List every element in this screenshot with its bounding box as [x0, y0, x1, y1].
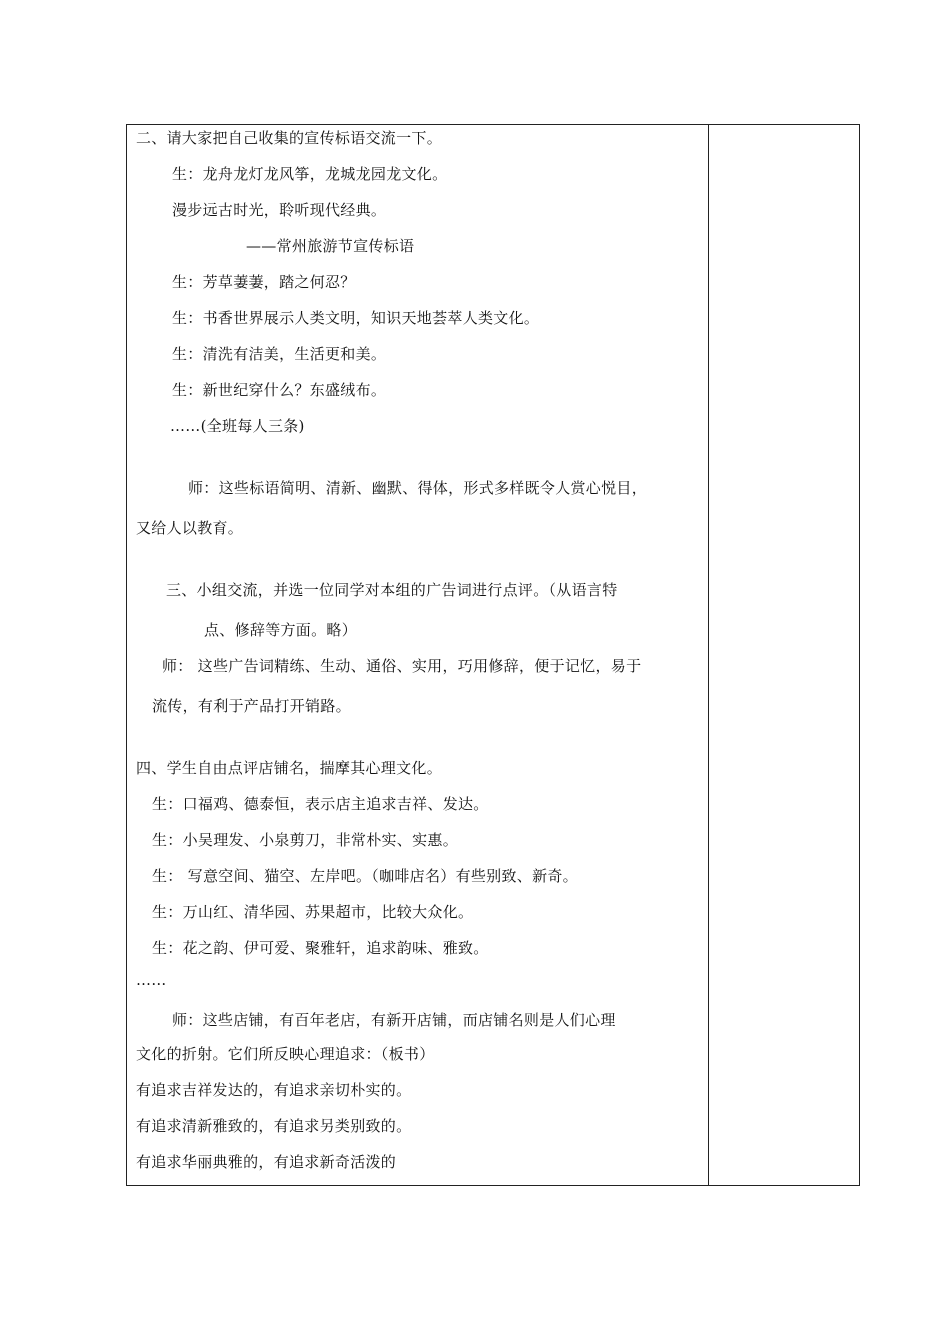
section4-heading: 四、学生自由点评店铺名，揣摩其心理文化。	[136, 759, 443, 777]
slogan-line: ……(全班每人三条)	[170, 417, 305, 435]
teacher-comment: 又给人以教育。	[136, 519, 244, 537]
student-comment: 生： 写意空间、猫空、左岸吧。（咖啡店名）有些别致、新奇。	[152, 867, 578, 885]
student-comment: 生：万山红、清华园、苏果超市，比较大众化。	[152, 903, 474, 921]
teacher-comment: 师： 这些广告词精练、生动、通俗、实用，巧用修辞，便于记忆，易于	[162, 657, 642, 675]
slogan-line: 生：新世纪穿什么？东盛绒布。	[172, 381, 387, 399]
slogan-line: 生：清洗有洁美，生活更和美。	[172, 345, 387, 363]
teacher-comment: 师：这些店铺，有百年老店，有新开店铺，而店铺名则是人们心理	[172, 1011, 616, 1029]
section3-heading: 三、小组交流，并选一位同学对本组的广告词进行点评。（从语言特	[166, 581, 618, 599]
slogan-line: 漫步远古时光，聆听现代经典。	[172, 201, 387, 219]
section3-heading: 点、修辞等方面。略）	[204, 621, 358, 639]
summary-line: 有追求清新雅致的，有追求另类别致的。	[136, 1117, 412, 1135]
student-comment: 生：小吴理发、小泉剪刀，非常朴实、实惠。	[152, 831, 459, 849]
slogan-line: 生：书香世界展示人类文明，知识天地荟萃人类文化。	[172, 309, 540, 327]
teacher-comment: 文化的折射。它们所反映心理追求：（板书）	[136, 1045, 435, 1063]
summary-line: 有追求吉祥发达的，有追求亲切朴实的。	[136, 1081, 412, 1099]
teacher-comment: 师：这些标语简明、清新、幽默、得体，形式多样既令人赏心悦目，	[188, 479, 648, 497]
column-divider	[708, 124, 709, 1186]
ellipsis: ……	[136, 971, 167, 989]
teacher-comment: 流传，有利于产品打开销路。	[152, 697, 351, 715]
student-comment: 生：口福鸡、德泰恒，表示店主追求吉祥、发达。	[152, 795, 489, 813]
slogan-source: ——常州旅游节宣传标语	[246, 237, 415, 255]
section2-heading: 二、请大家把自己收集的宣传标语交流一下。	[136, 129, 443, 147]
student-comment: 生：花之韵、伊可爱、聚雅轩，追求韵味、雅致。	[152, 939, 489, 957]
slogan-line: 生：龙舟龙灯龙风筝，龙城龙园龙文化。	[172, 165, 448, 183]
summary-line: 有追求华丽典雅的，有追求新奇活泼的	[136, 1153, 397, 1171]
slogan-line: 生：芳草萋萋，踏之何忍？	[172, 273, 356, 291]
